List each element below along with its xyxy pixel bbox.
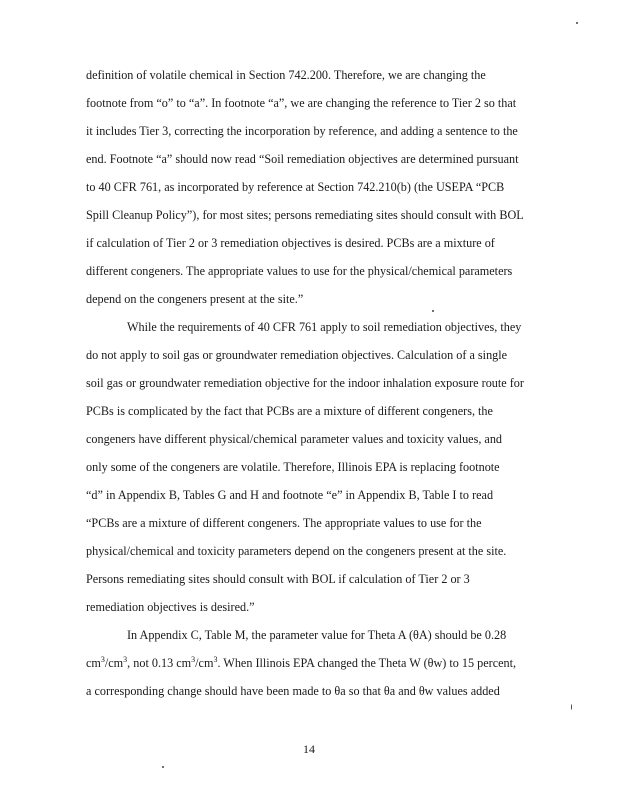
text-line: do not apply to soil gas or groundwater remediation objectives. Calculation of a single [86, 348, 508, 362]
text-line: a corresponding change should have been made to θa so that θa and θw values added [86, 684, 500, 698]
text-line: it includes Tier 3, correcting the incorporation by reference, and adding a sentence to the [86, 124, 518, 138]
text-line: definition of volatile chemical in Section 742.200. Therefore, we are changing the [86, 68, 486, 82]
text-line: “d” in Appendix B, Tables G and H and footnote “e” in Appendix B, Table I to read [86, 488, 494, 502]
text-line: Spill Cleanup Policy”), for most sites; persons remediating sites should consult with BOL [86, 208, 524, 222]
text-line: different congeners. The appropriate values to use for the physical/chemical parameters [86, 264, 513, 278]
text-line: soil gas or groundwater remediation objective for the indoor inhalation exposure route for [86, 376, 524, 390]
text-line: remediation objectives is desired.” [86, 600, 255, 614]
scan-speck [571, 704, 572, 710]
text-line: While the requirements of 40 CFR 761 apply to soil remediation objectives, they [127, 320, 522, 334]
page-number: 14 [303, 742, 315, 756]
text-line: footnote from “o” to “a”. In footnote “a”, we are changing the reference to Tier 2 so that [86, 96, 517, 110]
scan-speck [576, 22, 578, 24]
scan-speck [432, 310, 434, 312]
scan-speck [162, 766, 164, 768]
text-line: “PCBs are a mixture of different congeners. The appropriate values to use for the [86, 516, 482, 530]
text-line: depend on the congeners present at the site.” [86, 292, 304, 306]
text-line: congeners have different physical/chemical parameter values and toxicity values, and [86, 432, 503, 446]
text-line: only some of the congeners are volatile. Therefore, Illinois EPA is replacing footnote [86, 460, 500, 474]
text-line: physical/chemical and toxicity parameters depend on the congeners present at the site. [86, 544, 507, 558]
text-line: if calculation of Tier 2 or 3 remediation objectives is desired. PCBs are a mixture of [86, 236, 495, 250]
text-line: Persons remediating sites should consult with BOL if calculation of Tier 2 or 3 [86, 572, 470, 586]
text-line: In Appendix C, Table M, the parameter value for Theta A (θA) should be 0.28 [127, 628, 507, 642]
text-line: $cm^3/cm^3$, not 0.13 $cm^3/cm^3$. When Illinois EPA changed the Theta W (θw) to 15 percent, [86, 654, 517, 670]
text-line: end. Footnote “a” should now read “Soil remediation objectives are determined pursuant [86, 152, 519, 166]
text-line: PCBs is complicated by the fact that PCBs are a mixture of different congeners, the [86, 404, 493, 418]
text-line: to 40 CFR 761, as incorporated by reference at Section 742.210(b) (the USEPA “PCB [86, 180, 505, 194]
